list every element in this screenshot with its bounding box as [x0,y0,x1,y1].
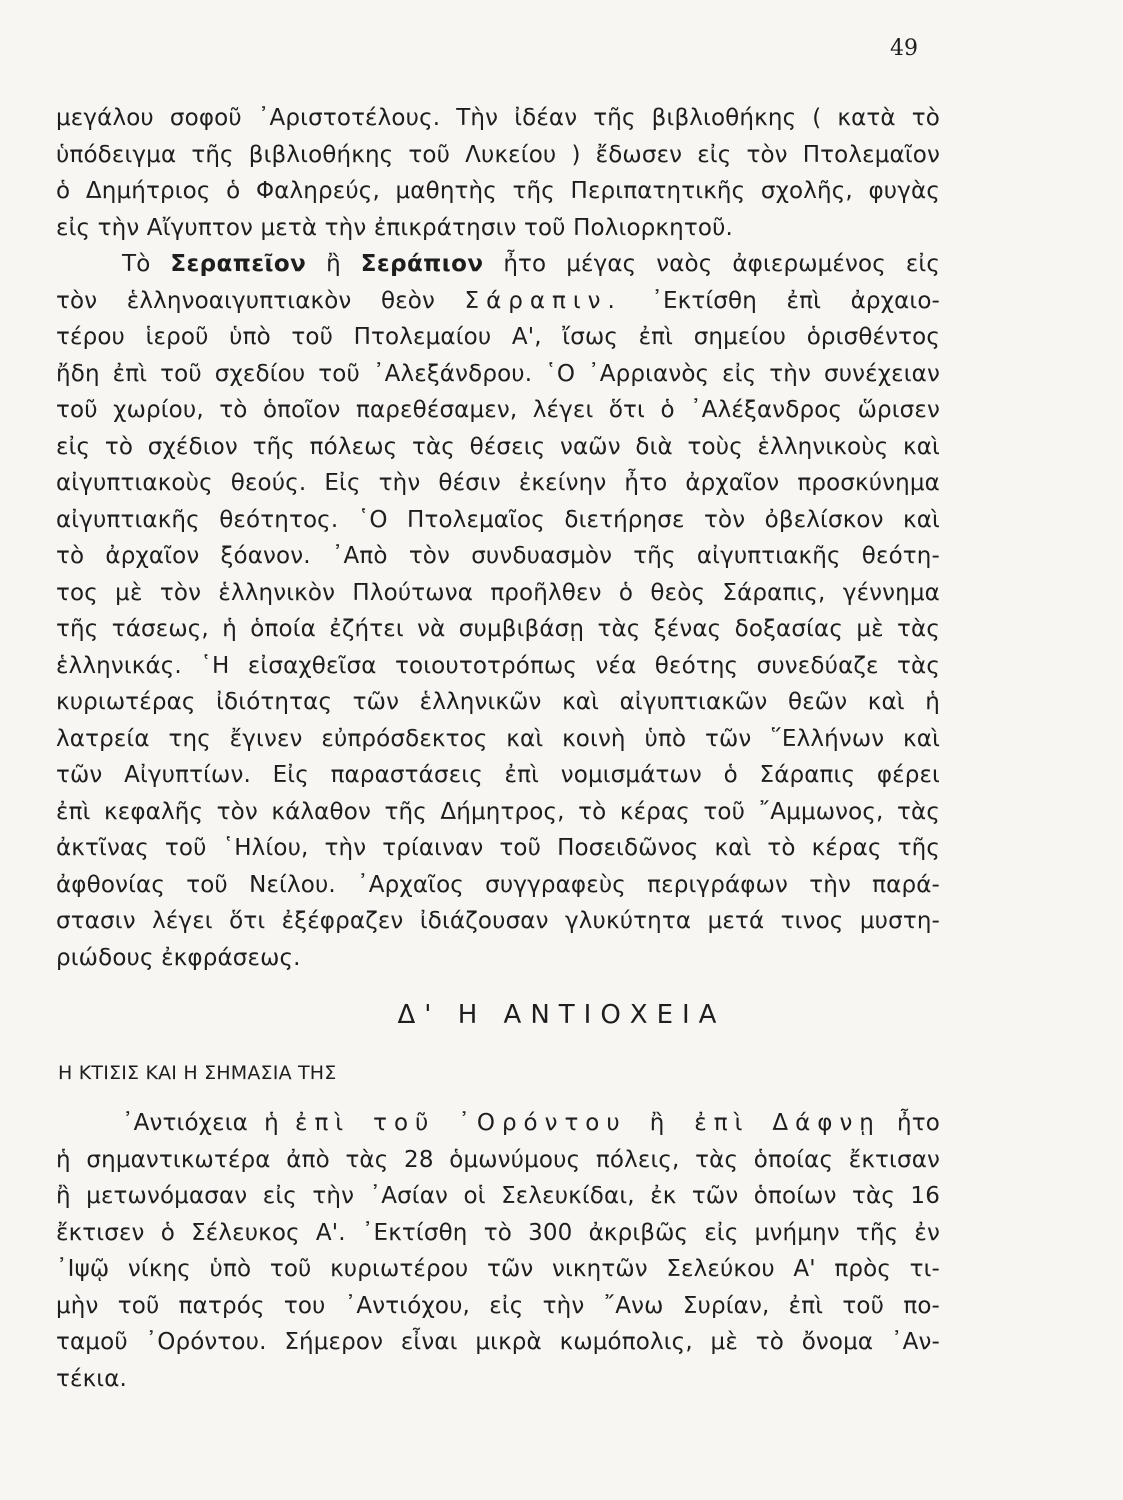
spaced-place-name: ἐπὶ τοῦ ᾿Ορόντου ἢ ἐπὶ Δάφνῃ [295,1110,881,1136]
text-line: κυριωτέρας ἰδιότητας τῶν ἑλληνικῶν καὶ αἰγυπτιακῶν θεῶν καὶ ἡ [56,689,940,715]
subsection-heading: Η ΚΤΙΣΙΣ ΚΑΙ Η ΣΗΜΑΣΙΑ ΤΗΣ [58,1062,337,1084]
text-line: ἑλληνικάς. ῾Η εἰσαχθεῖσα τοιουτοτρόπως νέα θεότης συνεδύαζε τὰς [56,652,940,679]
text-line: αἰγυπτιακῆς θεότητος. ῾Ο Πτολεμαῖος διετήρησε τὸν ὀβελίσκον καὶ [56,506,940,533]
text-line: τῆς τάσεως, ἡ ὁποία ἐζήτει νὰ συμβιβάσῃ τὰς ξένας δοξασίας μὲ τὰς [56,616,940,642]
text-line: ἀκτῖνας τοῦ ῾Ηλίου, τὴν τρίαιναν τοῦ Ποσειδῶνος καὶ τὸ κέρας τῆς [56,835,940,861]
text-line: ἐπὶ κεφαλῆς τὸν κάλαθον τῆς Δήμητρος, τὸ κέρας τοῦ ῎Αμμωνος, τὰς [56,798,940,825]
text-line: μὴν τοῦ πατρός του ᾿Αντιόχου, εἰς τὴν ῎Ανω Συρίαν, ἐπὶ τοῦ πο- [56,1292,940,1319]
text-run: ᾿Αντιόχεια ἡ [122,1110,279,1136]
section-heading: Δ' Η ΑΝΤΙΟΧΕΙΑ [397,1000,726,1030]
bold-term-serapeion: Σεραπεῖον [170,251,307,277]
page-number: 49 [890,36,918,61]
text-line: εἰς τὸ σχέδιον τῆς πόλεως τὰς θέσεις ναῶν διὰ τοὺς ἑλληνικοὺς καὶ [56,433,940,460]
text-line: λατρεία της ἔγινεν εὐπρόσδεκτος καὶ κοινὴ ὑπὸ τῶν ῞Ελλήνων καὶ [56,725,940,752]
text-line: στασιν λέγει ὅτι ἐξέφραζεν ἰδιάζουσαν γλυκύτητα μετά τινος μυστη- [56,908,940,934]
antioch-intro-line [56,1105,940,1142]
text-line: ἤδη ἐπὶ τοῦ σχεδίου τοῦ ᾿Αλεξάνδρου. ῾Ο ᾿Αρριανὸς εἰς τὴν συνέχειαν [56,360,940,387]
text-line: ὁ Δημήτριος ὁ Φαληρεύς, μαθητὴς τῆς Περιπατητικῆς σχολῆς, φυγὰς [56,178,940,204]
text-line: τέρου ἱεροῦ ὑπὸ τοῦ Πτολεμαίου Α', ἴσως ἐπὶ σημείου ὁρισθέντος [56,324,940,350]
body-text-lower [56,1105,940,1397]
text-line: ἡ σημαντικωτέρα ἀπὸ τὰς 28 ὁμωνύμους πόλεις, τὰς ὁποίας ἔκτισαν [56,1146,940,1173]
text-run: ἦτο μέγας ναὸς ἀφιερωμένος εἰς [503,251,940,277]
text-line: ριώδους ἐκφράσεως. [56,944,301,971]
text-run: ᾿Εκτίσθη ἐπὶ ἀρχαιο- [651,287,940,314]
text-line: τὸ ἀρχαῖον ξόανον. ᾿Απὸ τὸν συνδυασμὸν τῆς αἰγυπτιακῆς θεότη- [56,543,940,569]
text-line: μεγάλου σοφοῦ ᾿Αριστοτέλους. Τὴν ἰδέαν τῆς βιβλιοθήκης ( κατὰ τὸ [56,105,940,131]
text-line: τέκια. [56,1365,127,1392]
text-line: ἔκτισεν ὁ Σέλευκος Α'. ᾿Εκτίσθη τὸ 300 ἀκριβῶς εἰς μνήμην τῆς ἐν [56,1219,940,1246]
text-line: τος μὲ τὸν ἑλληνικὸν Πλούτωνα προῆλθεν ὁ θεὸς Σάραπις, γέννημα [56,579,940,606]
text-run: τὸν ἑλληνοαιγυπτιακὸν θεὸν [56,287,435,314]
text-line: ἢ μετωνόμασαν εἰς τὴν ᾿Ασίαν οἱ Σελευκίδαι, ἐκ τῶν ὁποίων τὰς 16 [56,1183,940,1209]
text-line: εἰς τὴν Αἴγυπτον μετὰ τὴν ἐπικράτησιν τοῦ Πολιορκητοῦ. [56,214,733,241]
text-run: Τὸ [122,251,151,277]
text-line: ἀφθονίας τοῦ Νείλου. ᾿Αρχαῖος συγγραφεὺς περιγράφων τὴν παρά- [56,871,940,898]
serapis-line [56,283,940,320]
text-line: αἰγυπτιακοὺς θεούς. Εἰς τὴν θέσιν ἐκείνην ἦτο ἀρχαῖον προσκύνημα [56,470,940,496]
text-line: ταμοῦ ᾿Ορόντου. Σήμερον εἶναι μικρὰ κωμόπολις, μὲ τὸ ὄνομα ᾿Αν- [56,1329,940,1355]
text-line: τοῦ χωρίου, τὸ ὁποῖον παρεθέσαμεν, λέγει ὅτι ὁ ᾿Αλέξανδρος ὥρισεν [56,397,940,423]
text-run: ἦτο [897,1110,940,1136]
text-line: τῶν Αἰγυπτίων. Εἰς παραστάσεις ἐπὶ νομισμάτων ὁ Σάραπις φέρει [56,762,940,788]
body-text-upper [56,100,940,976]
text-line: ᾿Ιψῷ νίκης ὑπὸ τοῦ κυριωτέρου τῶν νικητῶν Σελεύκου Α' πρὸς τι- [56,1256,940,1282]
serapeion-intro-line [56,246,940,283]
spaced-name-sarapis: Σάραπιν. [464,287,622,314]
bold-term-serapion: Σεράπιον [360,251,484,277]
text-line: ὑπόδειγμα τῆς βιβλιοθήκης τοῦ Λυκείου ) ἔδωσεν εἰς τὸν Πτολεμαῖον [56,141,940,168]
text-run: ἢ [326,251,341,277]
